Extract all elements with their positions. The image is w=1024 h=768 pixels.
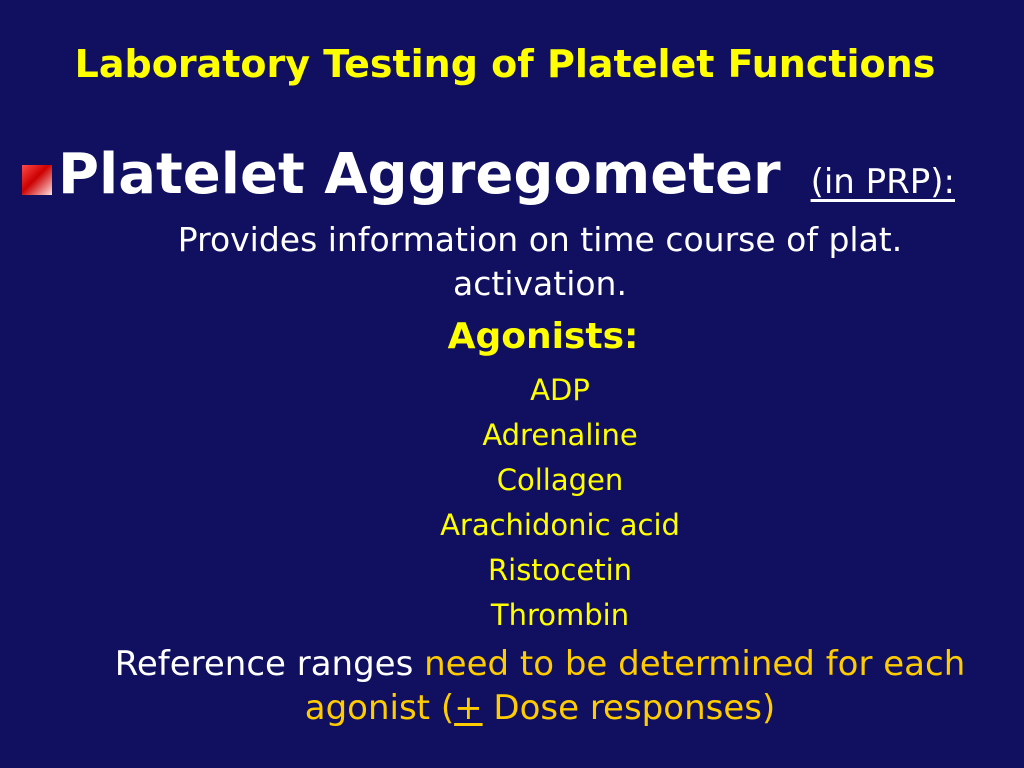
heading-platelet-aggregometer: Platelet Aggregometer [58,142,781,207]
red-square-bullet-icon [22,165,52,195]
description-text: Provides information on time course of plat. activation. [177,220,903,303]
slide-title: Laboratory Testing of Platelet Functions [74,42,936,86]
reference-part-2: need to be determined for each agonist ( [304,644,966,728]
reference-part-3: Dose responses) [482,688,776,728]
reference-ranges-text [100,642,980,730]
reference-part-1: Reference ranges [114,644,425,684]
agonist-item: Thrombin [490,598,630,632]
heading-sub-in-prp: (in PRP): [810,162,956,202]
agonist-list [0,368,1024,638]
agonists-label: Agonists: [447,316,639,357]
agonist-item: Adrenaline [482,418,638,452]
plus-minus-symbol: + [454,688,483,728]
agonist-item: Arachidonic acid [440,508,680,542]
agonist-item: Ristocetin [487,553,633,587]
agonist-item: ADP [530,373,590,407]
bullet-heading-row [22,142,955,207]
agonist-item: Collagen [496,463,624,497]
